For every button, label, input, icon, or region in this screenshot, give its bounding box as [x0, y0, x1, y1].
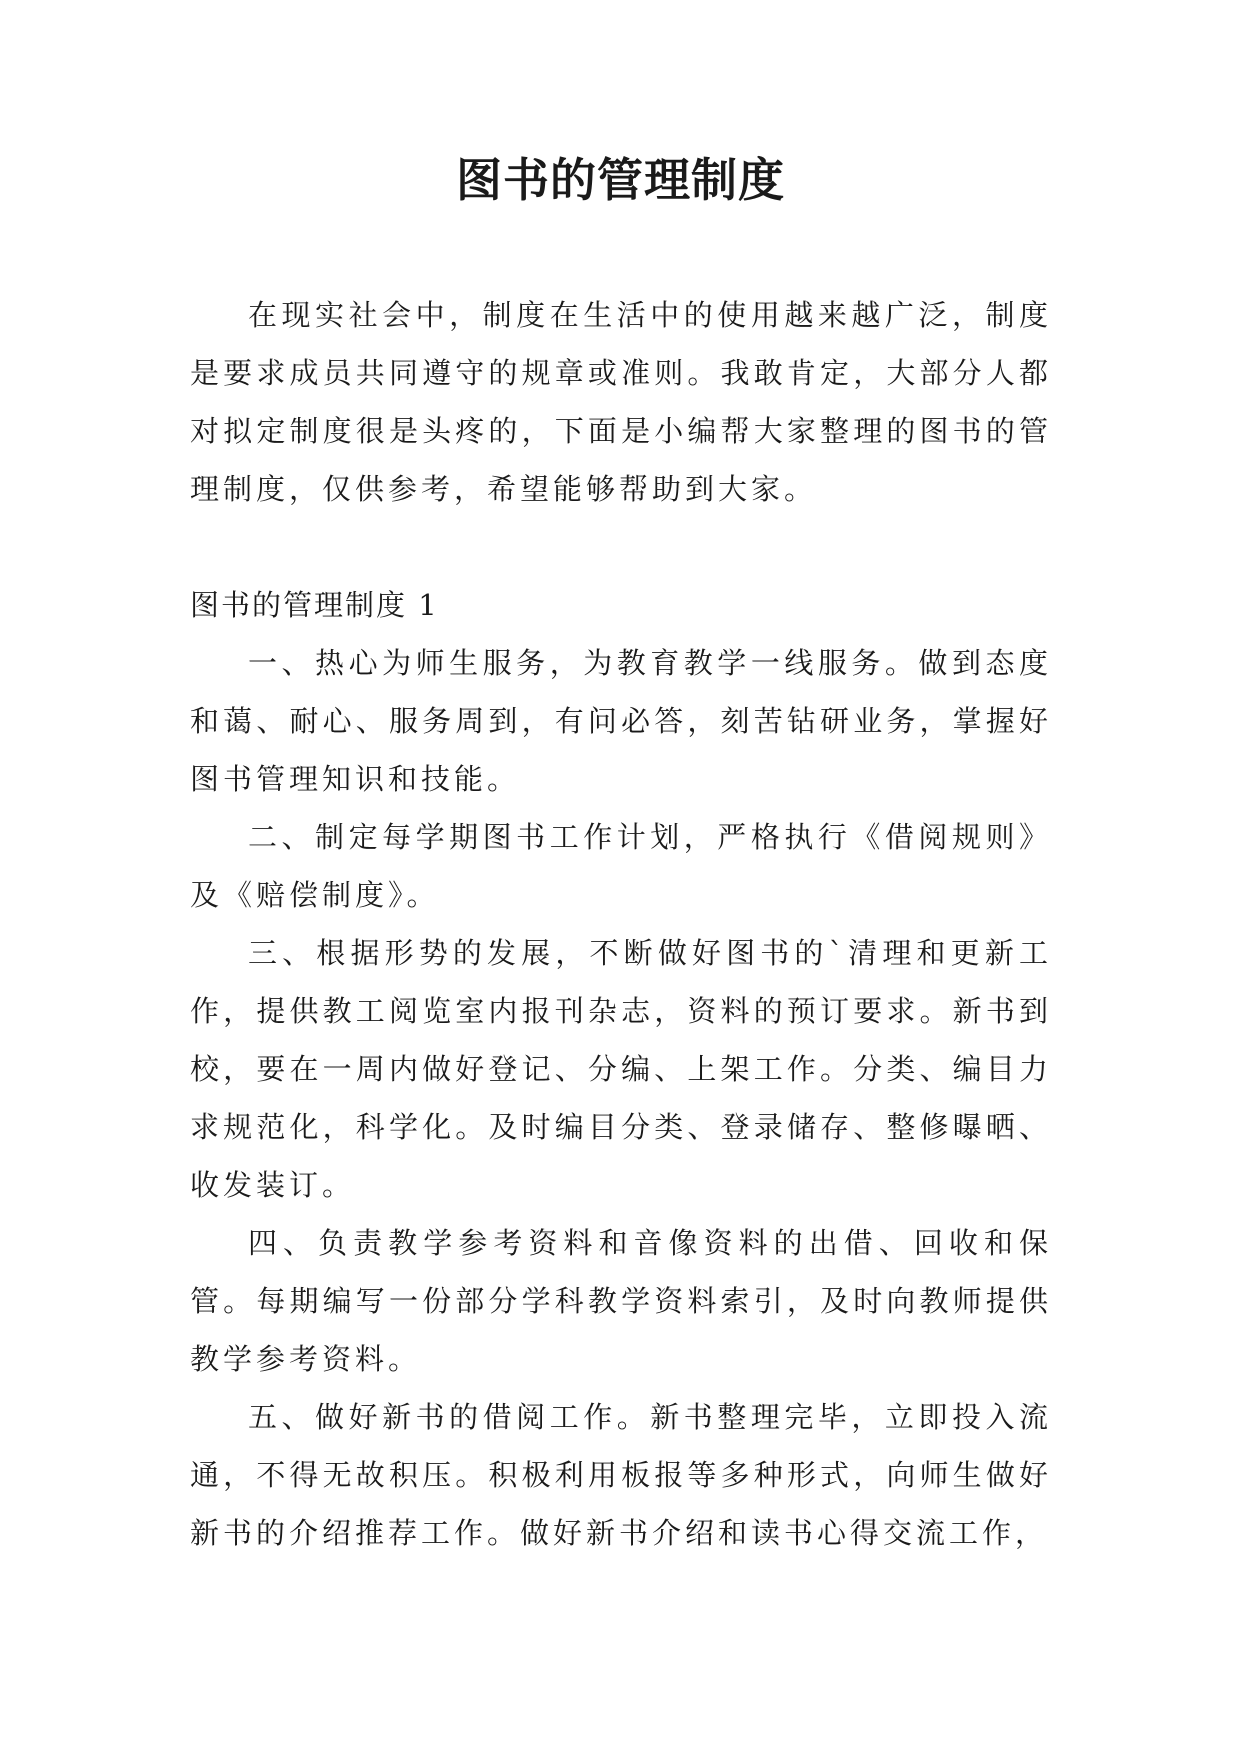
rule-item-2: 二、制定每学期图书工作计划，严格执行《借阅规则》及《赔偿制度》。: [190, 820, 1052, 912]
document-body: [190, 286, 1052, 1562]
rule-item-5: 五、做好新书的借阅工作。新书整理完毕，立即投入流通，不得无故积压。积极利用板报等多种形式，向师生做好新书的介绍推荐工作。做好新书介绍和读书心得交流工作，: [190, 1400, 1052, 1550]
rule-item-1: 一、热心为师生服务，为教育教学一线服务。做到态度和蔼、耐心、服务周到，有问必答，刻苦钻研业务，掌握好图书管理知识和技能。: [190, 646, 1052, 796]
document-title: 图书的管理制度: [456, 153, 785, 207]
intro-paragraph: 在现实社会中，制度在生活中的使用越来越广泛，制度是要求成员共同遵守的规章或准则。我敢肯定，大部分人都对拟定制度很是头疼的，下面是小编帮大家整理的图书的管理制度，仅供参考，希望能够帮助到大家。: [190, 298, 1052, 506]
rule-item-3: 三、根据形势的发展，不断做好图书的`清理和更新工作，提供教工阅览室内报刊杂志，资料的预订要求。新书到校，要在一周内做好登记、分编、上架工作。分类、编目力求规范化，科学化。及时编目分类、登录储存、整修曝晒、收发装订。: [190, 936, 1052, 1202]
section-heading: 图书的管理制度 1: [190, 588, 439, 622]
rule-item-4: 四、负责教学参考资料和音像资料的出借、回收和保管。每期编写一份部分学科教学资料索引，及时向教师提供教学参考资料。: [190, 1226, 1052, 1376]
